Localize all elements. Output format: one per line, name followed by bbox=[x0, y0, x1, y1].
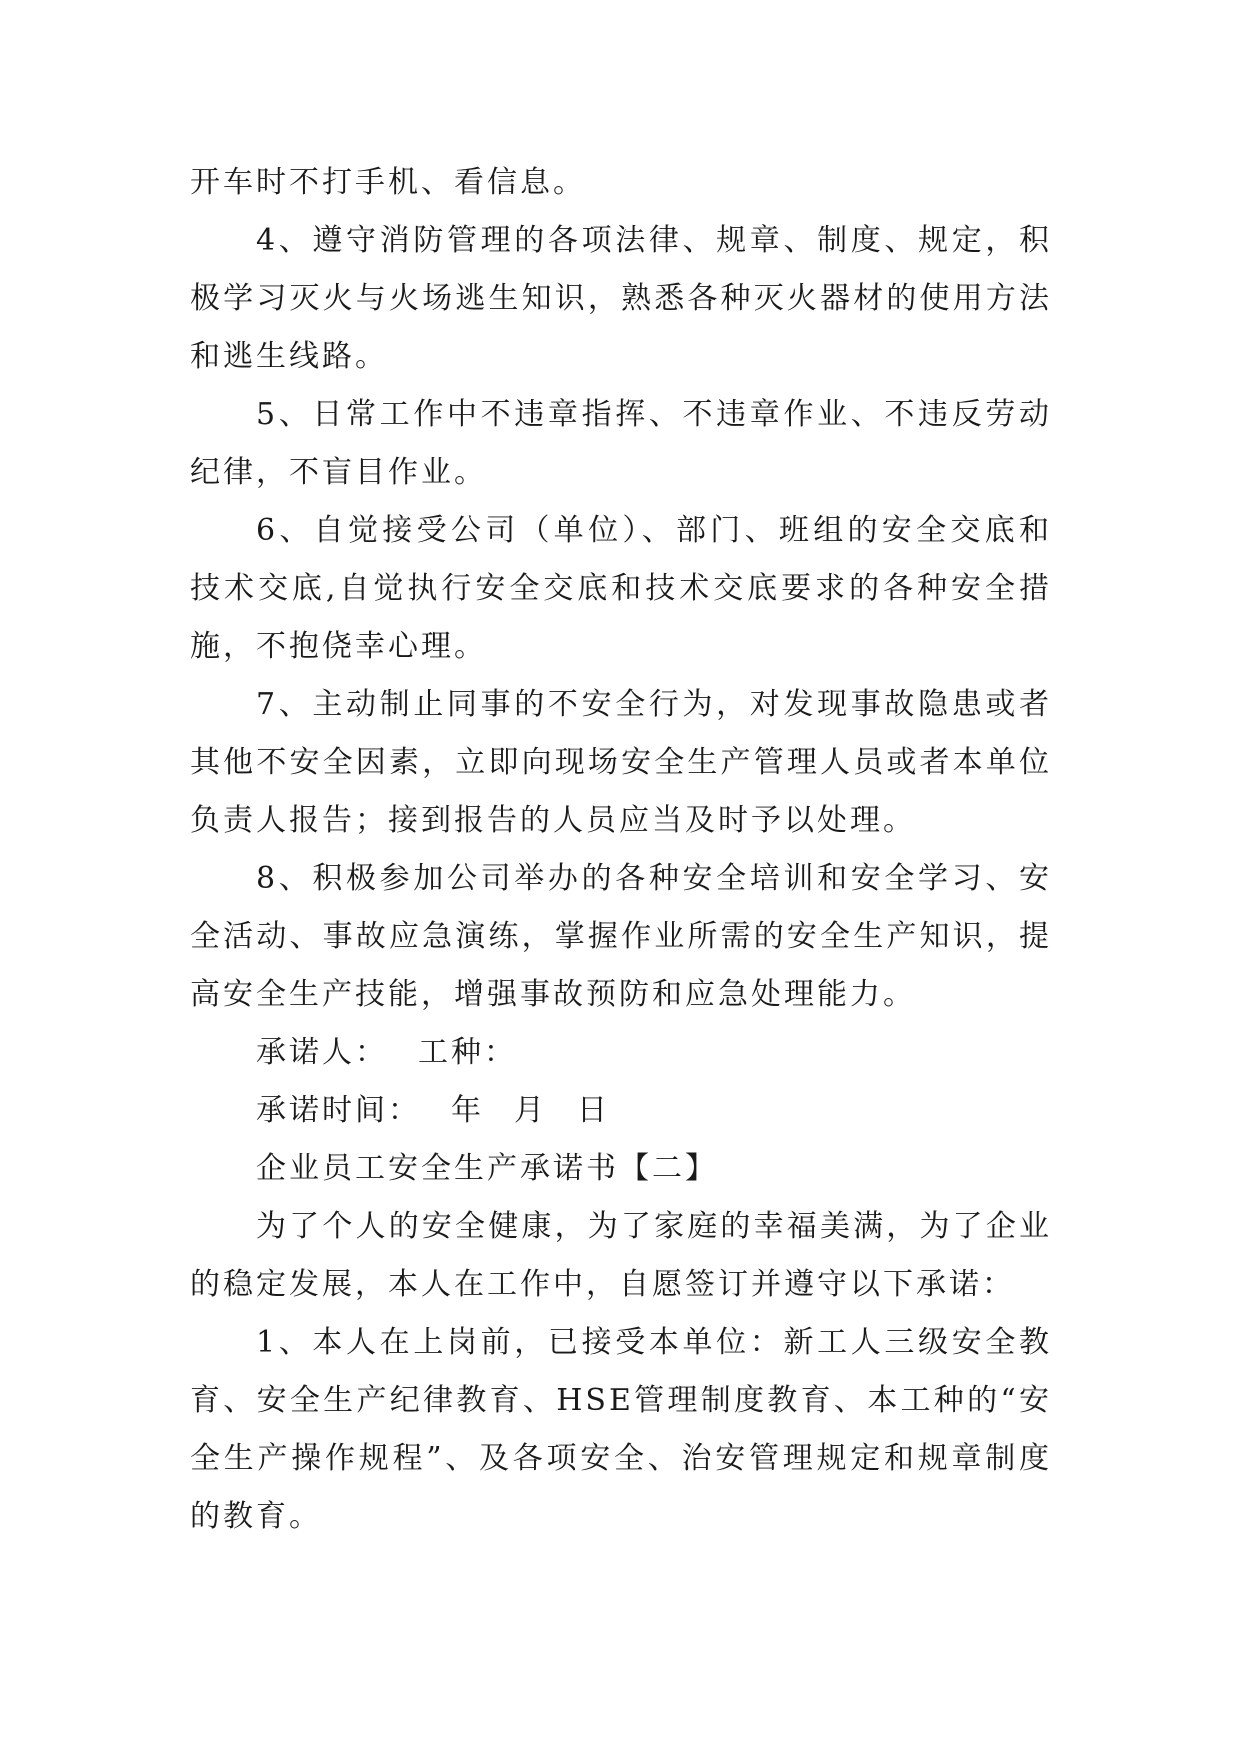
paragraph-item-8: 8、积极参加公司举办的各种安全培训和安全学习、安全活动、事故应急演练，掌握作业所需的安全生产知识，提高安全生产技能，增强事故预防和应急处理能力。 bbox=[190, 861, 1052, 1012]
paragraph-item-6: 6、自觉接受公司（单位）、部门、班组的安全交底和技术交底,自觉执行安全交底和技术交底要求的各种安全措施，不抱侥幸心理。 bbox=[190, 513, 1052, 664]
month-label: 月 bbox=[514, 1093, 547, 1128]
document-body bbox=[190, 154, 1052, 1546]
paragraph-intro: 为了个人的安全健康，为了家庭的幸福美满，为了企业的稳定发展，本人在工作中，自愿签订并遵守以下承诺： bbox=[190, 1209, 1052, 1302]
signature-line-date bbox=[190, 1082, 1052, 1140]
paragraph-item-5: 5、日常工作中不违章指挥、不违章作业、不违反劳动纪律，不盲目作业。 bbox=[190, 397, 1052, 490]
day-label: 日 bbox=[577, 1093, 610, 1128]
section-title: 企业员工安全生产承诺书【二】 bbox=[256, 1151, 718, 1186]
paragraph-continuation: 开车时不打手机、看信息。 bbox=[190, 165, 586, 200]
worktype-label: 工种： bbox=[418, 1035, 517, 1070]
paragraph-item-1: 1、本人在上岗前，已接受本单位：新工人三级安全教育、安全生产纪律教育、HSE管理制度教育、本工种的“安全生产操作规程”、及各项安全、治安管理规定和规章制度的教育。 bbox=[190, 1325, 1052, 1534]
paragraph-item-4: 4、遵守消防管理的各项法律、规章、制度、规定，积极学习灭火与火场逃生知识，熟悉各种灭火器材的使用方法和逃生线路。 bbox=[190, 223, 1052, 374]
signature-line-promiser bbox=[190, 1024, 1052, 1082]
paragraph-item-7: 7、主动制止同事的不安全行为，对发现事故隐患或者其他不安全因素，立即向现场安全生产管理人员或者本单位负责人报告；接到报告的人员应当及时予以处理。 bbox=[190, 687, 1052, 838]
time-label: 承诺时间： bbox=[256, 1093, 421, 1128]
year-label: 年 bbox=[451, 1093, 484, 1128]
promiser-label: 承诺人： bbox=[256, 1035, 388, 1070]
